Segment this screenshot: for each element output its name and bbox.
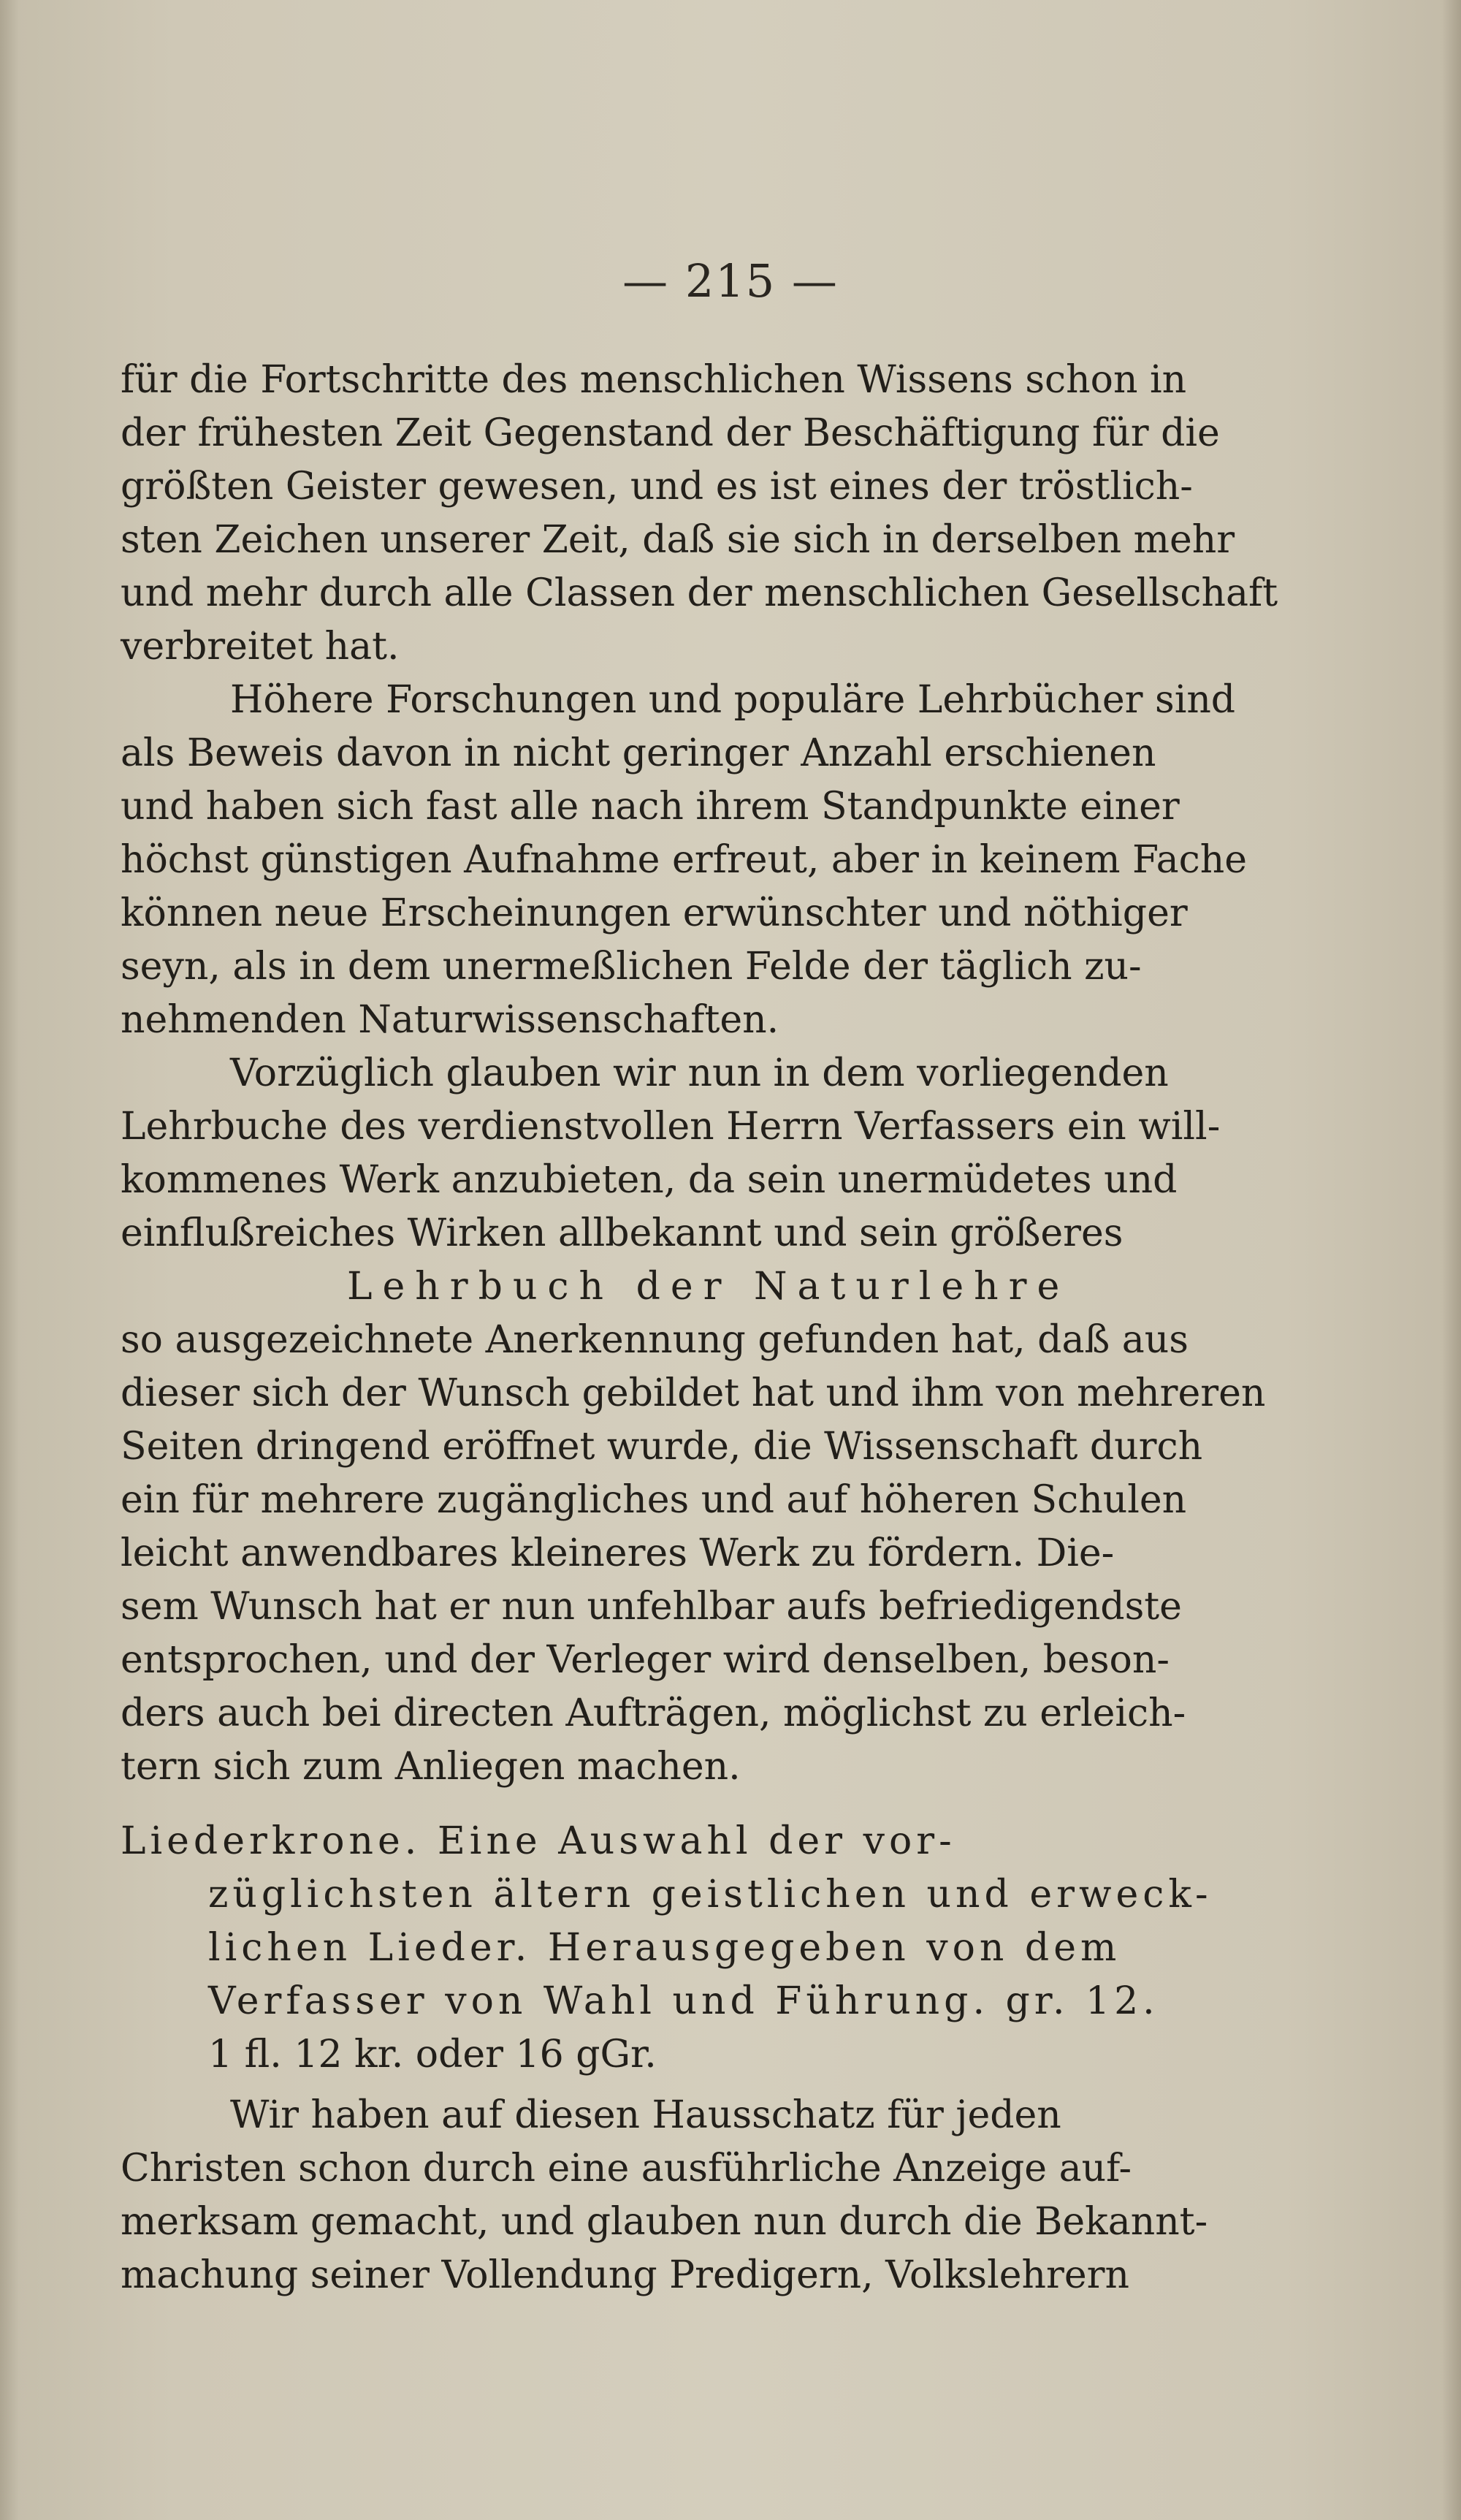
page-shadow-right bbox=[1442, 0, 1461, 2520]
text-line: entsprochen, und der Verleger wird denselben, beson- bbox=[121, 1638, 1170, 1682]
page-number: — 215 — bbox=[622, 254, 839, 308]
text-line: größten Geister gewesen, und es ist eines der tröstlich- bbox=[121, 465, 1193, 509]
text-line: tern sich zum Anliegen machen. bbox=[121, 1745, 741, 1789]
text-line: merksam gemacht, und glauben nun durch die Bekannt- bbox=[121, 2200, 1208, 2244]
text-line: machung seiner Vollendung Predigern, Volkslehrern bbox=[121, 2253, 1129, 2297]
text-line: können neue Erscheinungen erwünschter und nöthiger bbox=[121, 891, 1188, 935]
text-line: leicht anwendbares kleineres Werk zu fördern. Die- bbox=[121, 1531, 1115, 1575]
advert-title-line: Liederkrone. Eine Auswahl der vor- bbox=[121, 1819, 956, 1863]
text-line: verbreitet hat. bbox=[121, 625, 400, 669]
page-shadow-left bbox=[0, 0, 19, 2520]
text-line: und mehr durch alle Classen der menschlichen Gesellschaft bbox=[121, 571, 1278, 615]
advert-title-line: lichen Lieder. Herausgegeben von dem bbox=[208, 1926, 1121, 1970]
text-line: Seiten dringend eröffnet wurde, die Wissenschaft durch bbox=[121, 1425, 1203, 1469]
book-title-line: Lehrbuch der Naturlehre bbox=[347, 1265, 1070, 1309]
text-line: Höhere Forschungen und populäre Lehrbücher sind bbox=[230, 678, 1236, 722]
text-line: sem Wunsch hat er nun unfehlbar aufs befriedigendste bbox=[121, 1585, 1182, 1629]
text-line: der frühesten Zeit Gegenstand der Beschäftigung für die bbox=[121, 411, 1220, 455]
advert-title-line: züglichsten ältern geistlichen und erweck- bbox=[208, 1873, 1213, 1916]
text-line: höchst günstigen Aufnahme erfreut, aber in keinem Fache bbox=[121, 838, 1247, 882]
text-line: so ausgezeichnete Anerkennung gefunden hat, daß aus bbox=[121, 1318, 1189, 1362]
text-line: Vorzüglich glauben wir nun in dem vorliegenden bbox=[230, 1051, 1169, 1095]
text-line: seyn, als in dem unermeßlichen Felde der täglich zu- bbox=[121, 945, 1142, 989]
text-line: ders auch bei directen Aufträgen, möglichst zu erleich- bbox=[121, 1691, 1186, 1735]
text-line: als Beweis davon in nicht geringer Anzahl erschienen bbox=[121, 731, 1156, 775]
text-line: nehmenden Naturwissenschaften. bbox=[121, 998, 779, 1042]
text-line: ein für mehrere zugängliches und auf höheren Schulen bbox=[121, 1478, 1187, 1522]
text-line: sten Zeichen unserer Zeit, daß sie sich in derselben mehr bbox=[121, 518, 1235, 562]
text-line: einflußreiches Wirken allbekannt und sein größeres bbox=[121, 1211, 1124, 1255]
text-line: kommenes Werk anzubieten, da sein unermüdetes und bbox=[121, 1158, 1178, 1202]
text-line: Wir haben auf diesen Hausschatz für jeden bbox=[230, 2093, 1061, 2137]
text-line: dieser sich der Wunsch gebildet hat und ihm von mehreren bbox=[121, 1371, 1266, 1415]
text-line: und haben sich fast alle nach ihrem Standpunkte einer bbox=[121, 785, 1180, 829]
text-line: Lehrbuche des verdienstvollen Herrn Verfassers ein will- bbox=[121, 1105, 1221, 1149]
advert-title-line: Verfasser von Wahl und Führung. gr. 12. bbox=[208, 1979, 1159, 2023]
price-line: 1 fl. 12 kr. oder 16 gGr. bbox=[208, 2033, 657, 2076]
text-line: Christen schon durch eine ausführliche Anzeige auf- bbox=[121, 2147, 1132, 2190]
text-line: für die Fortschritte des menschlichen Wissens schon in bbox=[121, 358, 1187, 402]
